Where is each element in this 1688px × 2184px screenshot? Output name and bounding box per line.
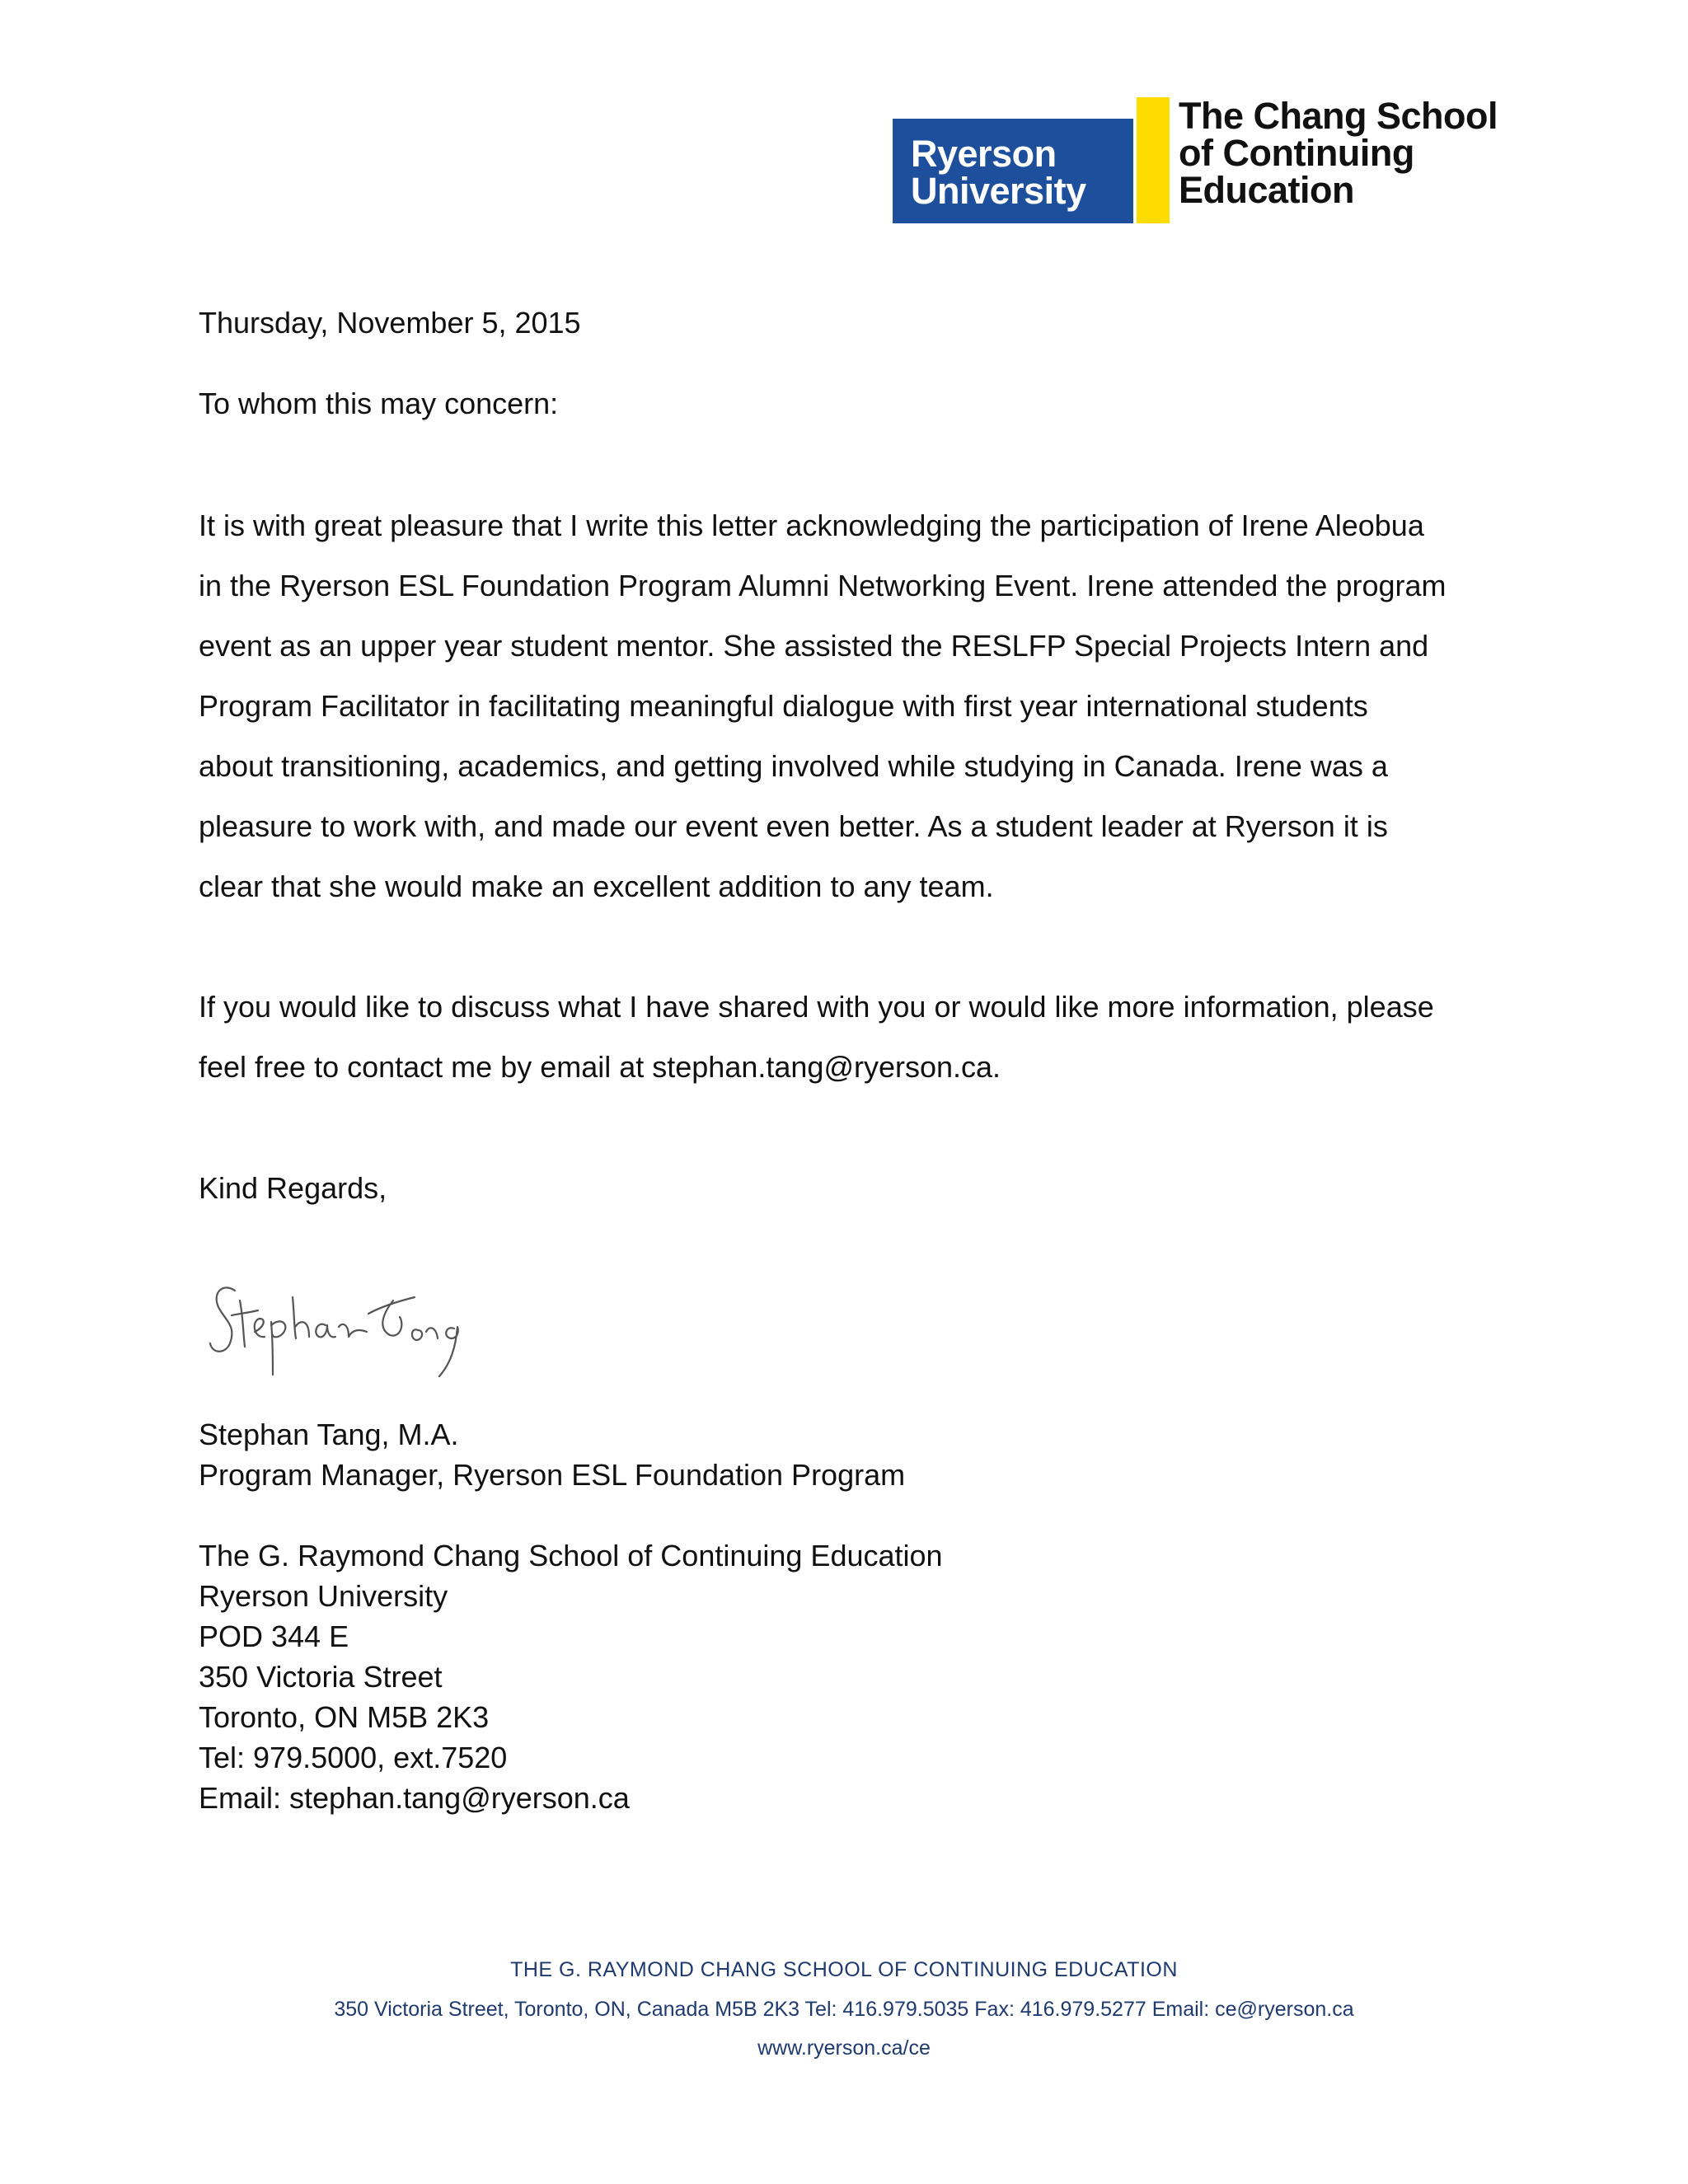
address-line: The G. Raymond Chang School of Continuing Education [199,1539,943,1572]
address-line: Tel: 979.5000, ext.7520 [199,1741,508,1774]
logo-yellow-bar [1137,97,1170,223]
ryerson-university-logo [893,119,1133,223]
paragraph-line: feel free to contact me by email at stephan.tang@ryerson.ca. [199,1050,1001,1084]
body-paragraph-2 [199,977,1501,1097]
signer-block [199,1414,905,1495]
body-paragraph-1 [199,495,1501,916]
paragraph-line: It is with great pleasure that I write this letter acknowledging the participation of Irene Aleobua [199,509,1424,542]
letter-date: Thursday, November 5, 2015 [199,306,581,340]
letterhead-logo [893,97,1503,229]
paragraph-line: clear that she would make an excellent addition to any team. [199,869,994,903]
address-line: POD 344 E [199,1619,349,1653]
signer-name: Stephan Tang, M.A. [199,1418,459,1451]
school-line-1: The Chang School [1179,95,1498,137]
footer-contact-line: 350 Victoria Street, Toronto, ON, Canada M5B 2K3 Tel: 416.979.5035 Fax: 416.979.5277 Email: ce@ryerson.ca [334,1998,1354,2021]
paragraph-line: in the Ryerson ESL Foundation Program Alumni Networking Event. Irene attended the program [199,569,1447,602]
logo-ryerson-text: Ryerson [911,133,1057,175]
handwritten-signature-icon [207,1268,479,1383]
footer-school-name: THE G. RAYMOND CHANG SCHOOL OF CONTINUING EDUCATION [510,1958,1178,1981]
address-line: Email: stephan.tang@ryerson.ca [199,1781,630,1815]
paragraph-line: event as an upper year student mentor. She assisted the RESLFP Special Projects Intern and [199,629,1429,663]
address-line: 350 Victoria Street [199,1660,443,1694]
address-line: Toronto, ON M5B 2K3 [199,1700,490,1734]
school-line-3: Education [1179,169,1355,211]
address-line: Ryerson University [199,1579,448,1613]
paragraph-line: Program Facilitator in facilitating meaningful dialogue with first year international students [199,689,1368,723]
signer-title: Program Manager, Ryerson ESL Foundation Program [199,1458,906,1492]
paragraph-line: If you would like to discuss what I have shared with you or would like more information, please [199,990,1434,1024]
paragraph-line: pleasure to work with, and made our event even better. As a student leader at Ryerson it is [199,809,1388,843]
paragraph-line: about transitioning, academics, and getting involved while studying in Canada. Irene was a [199,749,1388,783]
letter-salutation: To whom this may concern: [199,387,559,420]
letter-closing: Kind Regards, [199,1171,387,1205]
logo-university-text: University [911,170,1086,212]
footer-website: www.ryerson.ca/ce [757,2036,931,2060]
school-line-2: of Continuing [1179,132,1414,174]
address-block [199,1535,943,1818]
chang-school-wordmark [1179,97,1498,209]
